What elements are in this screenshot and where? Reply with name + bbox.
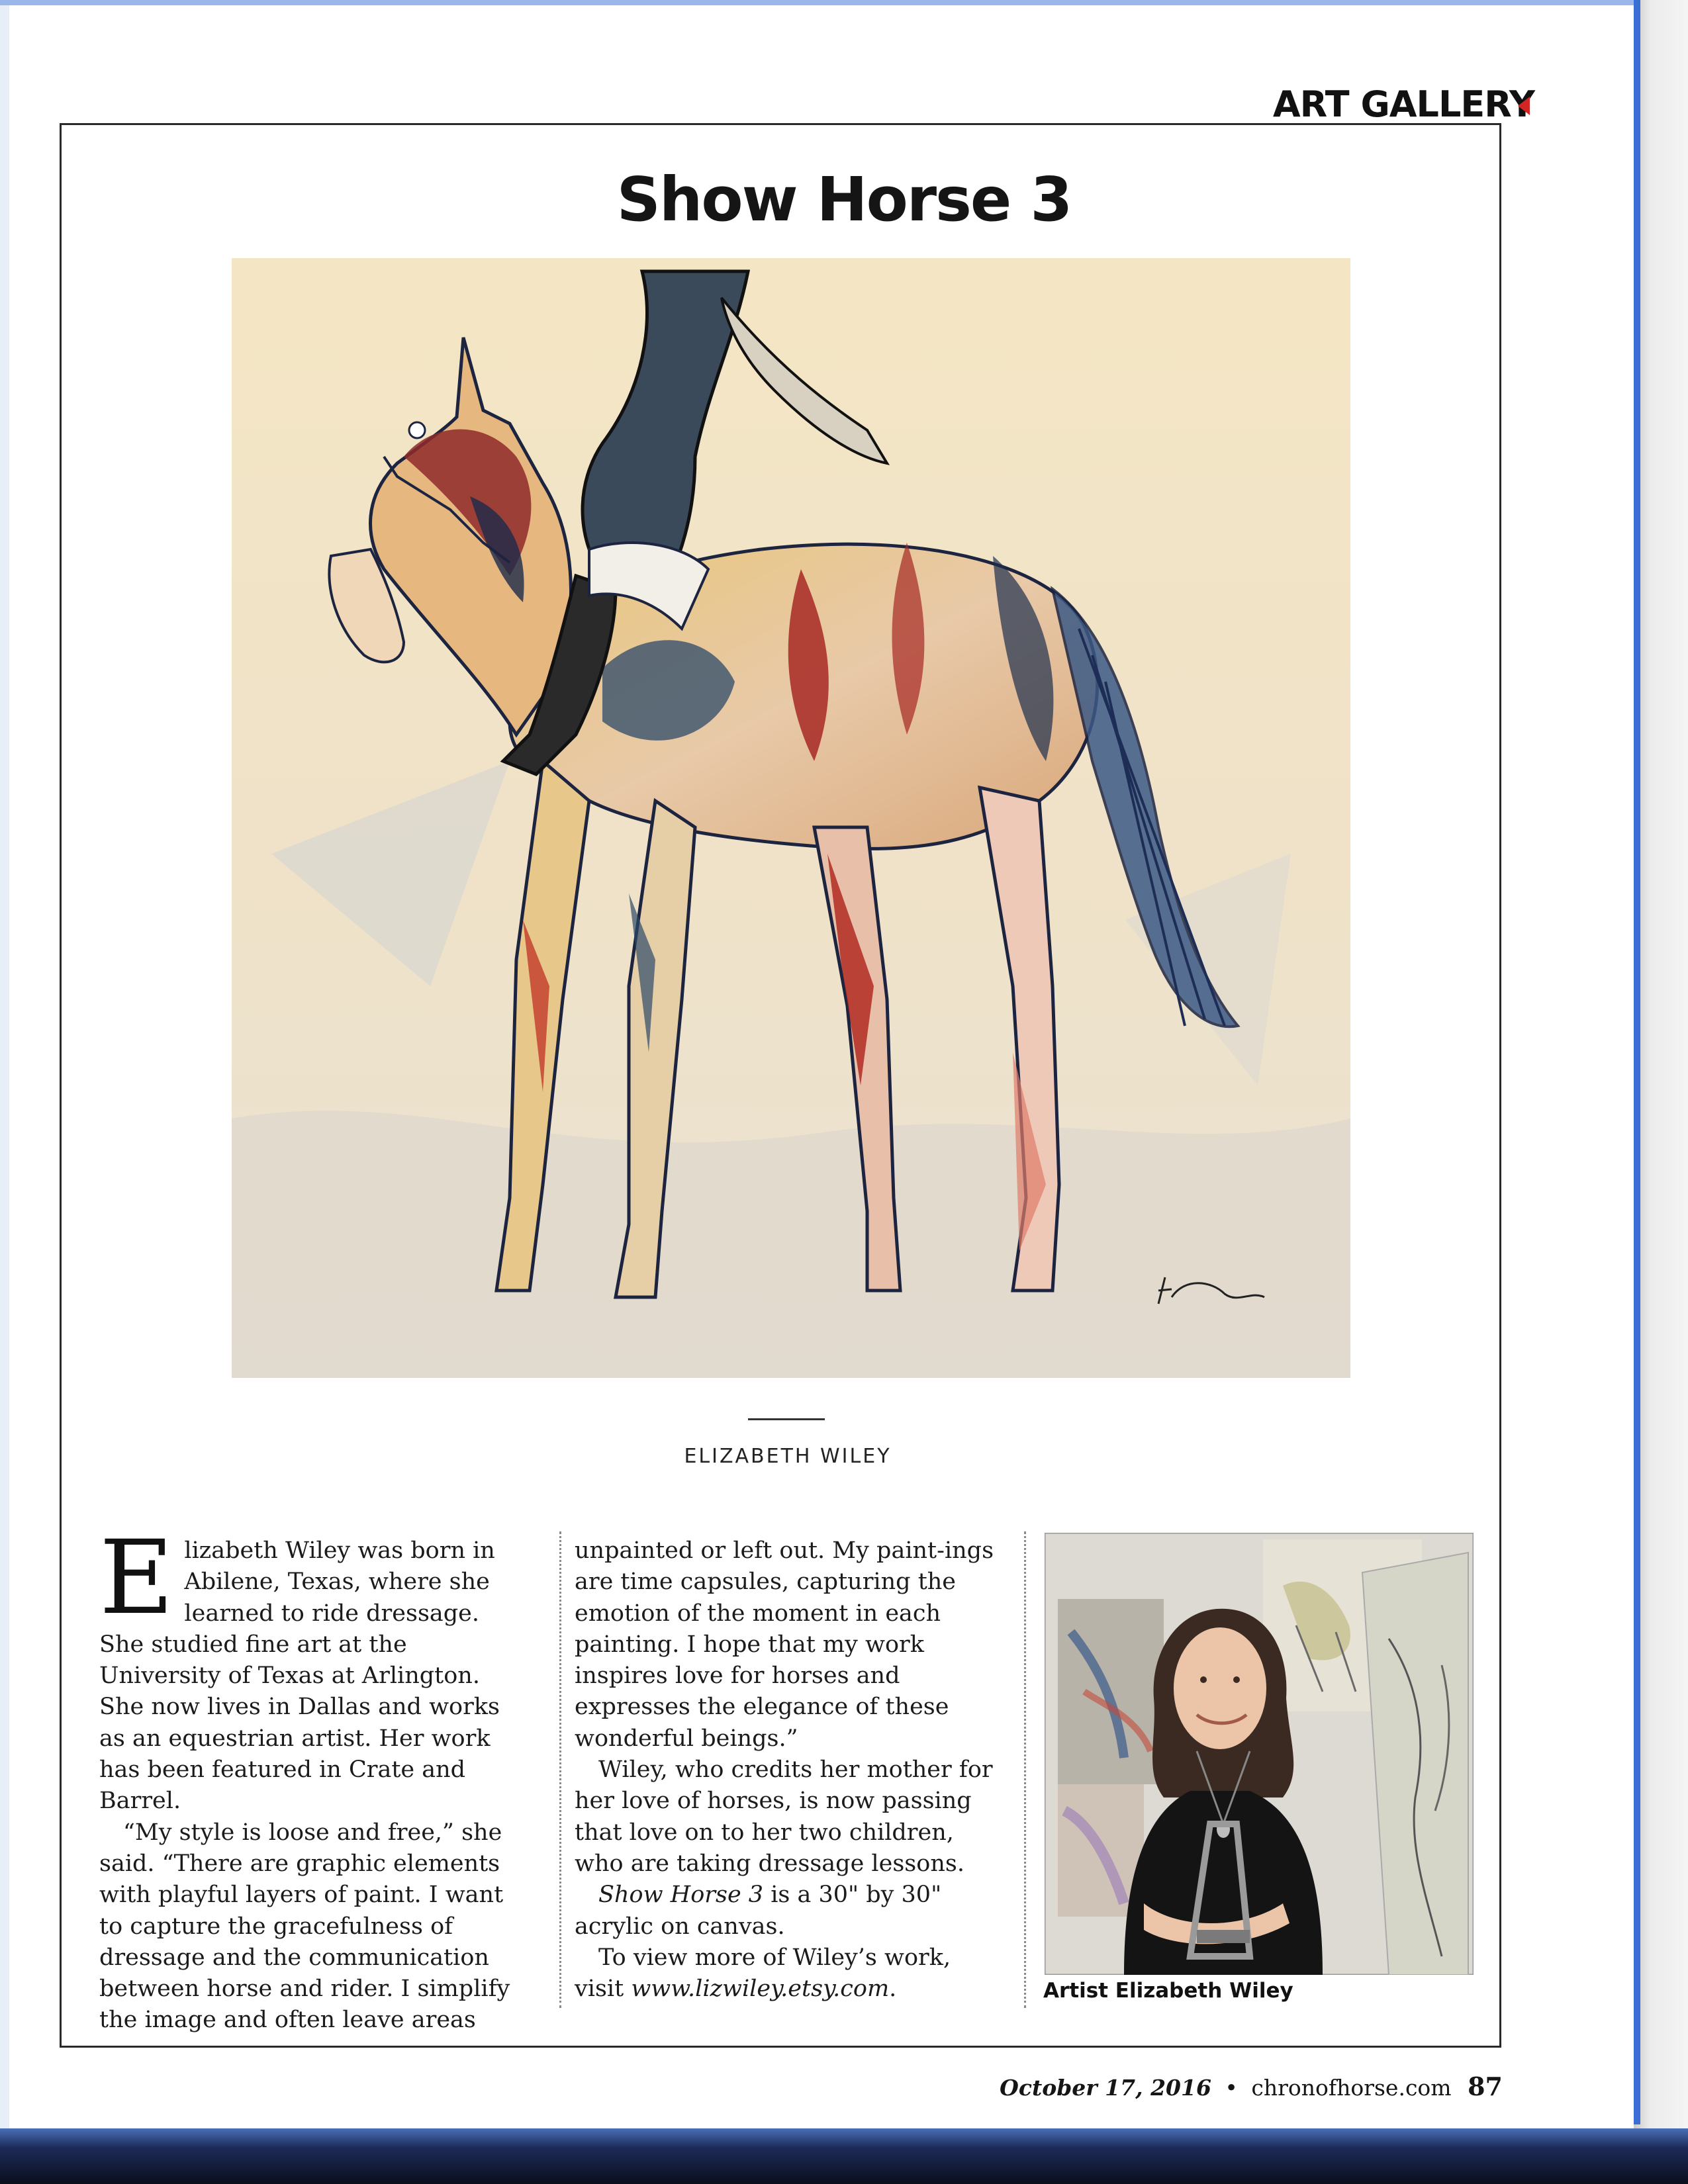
painting-image (232, 258, 1350, 1378)
website: chronofhorse.com (1251, 2075, 1452, 2101)
article-column-2 (575, 1535, 1005, 2005)
artwork-title-italic: Show Horse 3 (598, 1882, 764, 1909)
issue-date: October 17, 2016 (1000, 2075, 1211, 2101)
scan-edge-right (1634, 0, 1688, 2184)
artist-photo (1045, 1533, 1474, 1975)
etsy-link[interactable]: www.lizwiley.etsy.com (631, 1976, 890, 2003)
article-paragraph (575, 1942, 1005, 2005)
drop-cap: E (99, 1519, 174, 1637)
scan-edge-bottom (0, 2128, 1688, 2184)
article-paragraph: “My style is loose and free,” she said. “There are graphic elements with playful layers of paint. I want to capture the gracefulness of dressage and the communication between horse and rider. I simplify the image and often leave areas (99, 1819, 510, 2034)
page-footer (1000, 2071, 1503, 2101)
column-divider (559, 1531, 561, 2008)
caption-divider (748, 1418, 825, 1420)
article-paragraph (99, 1519, 530, 1817)
column-divider (1024, 1531, 1026, 2008)
artwork-title: Show Horse 3 (616, 164, 1072, 235)
paragraph-text: is a 30" by 30" acrylic on canvas. (575, 1882, 942, 1940)
paragraph-text: . (889, 1976, 897, 2003)
article-paragraph (575, 1880, 1005, 1942)
adjacent-page-edge (1634, 0, 1640, 2124)
footer-bullet: • (1225, 2075, 1238, 2101)
section-label: ART GALLERY (1272, 83, 1534, 125)
section-arrow-icon (1518, 97, 1530, 115)
paragraph-text: lizabeth Wiley was born in Abilene, Texas, where she learned to ride dressage. She studied fine art at the University of Texas at Arlington. She now lives in Dallas and works as an equestrian artist. Her work has been featured in Crate and Barrel. (99, 1537, 500, 1815)
artist-credit: ELIZABETH WILEY (684, 1445, 892, 1468)
photo-caption: Artist Elizabeth Wiley (1043, 1979, 1293, 2003)
article-paragraph: unpainted or left out. My paint-ings are time capsules, capturing the emotion of the moment in each painting. I hope that my work inspires love for horses and expresses the elegance of these wonderful beings.” (575, 1537, 994, 1752)
scan-edge-top (0, 0, 1642, 5)
paragraph-text: To view more of Wiley’s work, visit (575, 1944, 951, 2003)
article-paragraph: Wiley, who credits her mother for her love of horses, is now passing that love on to her two children, who are taking dressage lessons. (575, 1756, 993, 1877)
page-edge (0, 0, 9, 2128)
page-number: 87 (1468, 2071, 1503, 2101)
article-column-1 (99, 1519, 530, 2036)
